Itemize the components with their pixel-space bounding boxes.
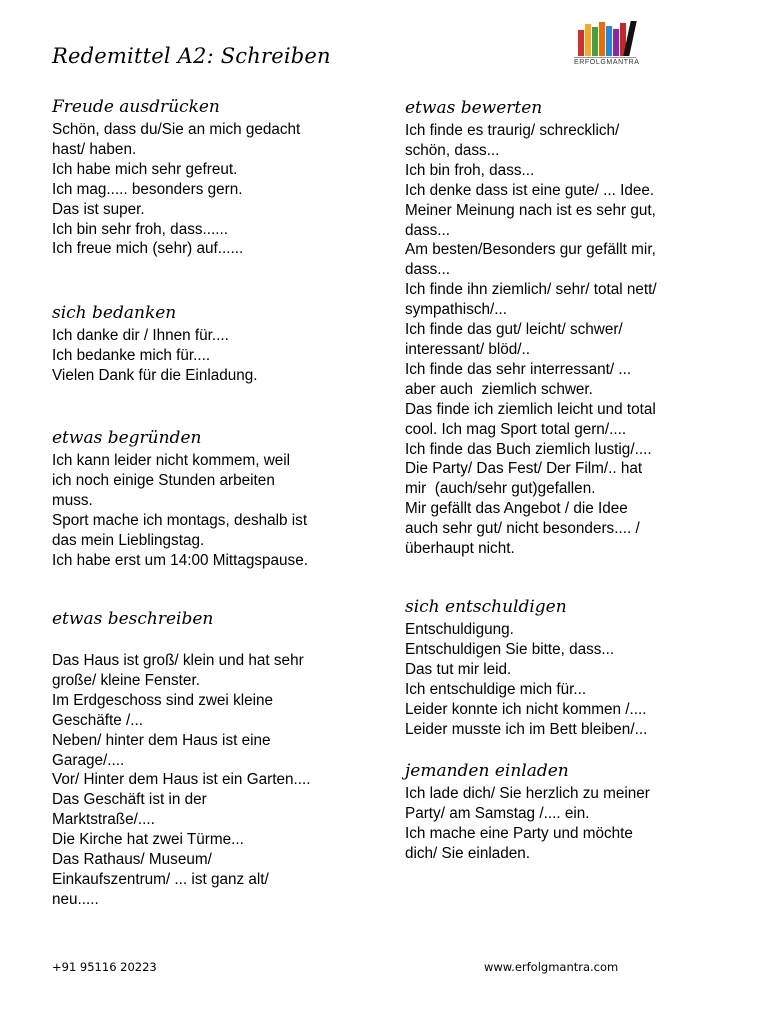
text-line: muss. <box>52 491 93 509</box>
text-line: Ich finde das Buch ziemlich lustig/.... <box>405 440 652 458</box>
footer-phone: +91 95116 20223 <box>52 960 157 974</box>
text-line: Meiner Meinung nach ist es sehr gut, <box>405 201 656 219</box>
text-line: aber auch ziemlich schwer. <box>405 380 593 398</box>
text-line: Das Haus ist groß/ klein und hat sehr <box>52 652 304 669</box>
books-logo-icon <box>574 18 636 56</box>
section-lines <box>405 784 735 864</box>
text-line: Ich bedanke mich für.... <box>52 346 211 364</box>
section-heading: sich entschuldigen <box>405 597 567 617</box>
text-line: Das Geschäft ist in der <box>52 791 207 809</box>
page-title: Redemittel A2: Schreiben <box>52 44 331 68</box>
logo-bar <box>599 22 605 56</box>
text-line: Die Party/ Das Fest/ Der Film/.. hat <box>405 460 643 478</box>
section-heading: etwas beschreiben <box>52 609 214 629</box>
text-line: das mein Lieblingstag. <box>52 531 205 549</box>
text-line: überhaupt nicht. <box>405 540 515 558</box>
section-lines <box>52 451 382 570</box>
logo-bar <box>613 29 619 56</box>
text-line: auch sehr gut/ nicht besonders.... / <box>405 520 640 538</box>
text-line: Geschäfte /... <box>52 711 143 729</box>
text-line: dass... <box>405 221 451 239</box>
text-line: Leider konnte ich nicht kommen /.... <box>405 700 647 718</box>
text-line: Ich mag..... besonders gern. <box>52 180 243 198</box>
section-lines <box>52 651 382 910</box>
text-line: Das Rathaus/ Museum/ <box>52 851 212 869</box>
text-line: Marktstraße/.... <box>52 811 155 829</box>
text-line: Ich denke dass ist eine gute/ ... Idee. <box>405 181 655 199</box>
text-line: neu..... <box>52 890 99 908</box>
spacer <box>52 632 382 651</box>
text-line: Einkaufszentrum/ ... ist ganz alt/ <box>52 870 269 888</box>
text-line: Am besten/Besonders gur gefällt mir, <box>405 241 656 259</box>
erfolgmantra-logo <box>574 18 640 68</box>
text-line: Neben/ hinter dem Haus ist eine <box>52 731 271 749</box>
section-etwas-bewerten <box>405 98 735 559</box>
text-line: Im Erdgeschoss sind zwei kleine <box>52 691 274 709</box>
text-line: dich/ Sie einladen. <box>405 844 531 862</box>
text-line: ich noch einige Stunden arbeiten <box>52 471 275 489</box>
section-heading: etwas bewerten <box>405 98 543 118</box>
text-line: Vor/ Hinter dem Haus ist ein Garten.... <box>52 771 311 789</box>
section-freude-ausdruecken <box>52 97 382 259</box>
section-lines <box>52 120 382 259</box>
section-lines <box>52 326 382 386</box>
footer-website[interactable]: www.erfolgmantra.com <box>484 960 619 974</box>
logo-bar <box>578 30 584 56</box>
text-line: Das tut mir leid. <box>405 660 512 678</box>
section-etwas-beschreiben <box>52 609 382 910</box>
text-line: Ich habe mich sehr gefreut. <box>52 160 238 178</box>
text-line: Ich danke dir / Ihnen für.... <box>52 327 229 344</box>
section-heading: sich bedanken <box>52 303 177 323</box>
text-line: mir (auch/sehr gut)gefallen. <box>405 480 596 498</box>
text-line: Das ist super. <box>52 200 145 218</box>
text-line: Leider musste ich im Bett bleiben/... <box>405 720 648 738</box>
section-heading: etwas begründen <box>52 428 202 448</box>
text-line: Ich habe erst um 14:00 Mittagspause. <box>52 551 308 569</box>
text-line: hast/ haben. <box>52 140 137 158</box>
section-sich-bedanken <box>52 303 382 386</box>
text-line: sympathisch/... <box>405 301 508 319</box>
text-line: Ich bin sehr froh, dass...... <box>52 220 228 238</box>
text-line: Sport mache ich montags, deshalb ist <box>52 511 308 529</box>
text-line: große/ kleine Fenster. <box>52 671 200 689</box>
text-line: Garage/.... <box>52 751 125 769</box>
text-line: Ich lade dich/ Sie herzlich zu meiner <box>405 785 650 802</box>
text-line: Schön, dass du/Sie an mich gedacht <box>52 121 301 138</box>
section-jemanden-einladen <box>405 761 735 864</box>
text-line: Party/ am Samstag /.... ein. <box>405 804 590 822</box>
section-sich-entschuldigen <box>405 597 735 739</box>
text-line: Entschuldigen Sie bitte, dass... <box>405 640 615 658</box>
text-line: dass... <box>405 261 451 279</box>
section-etwas-begruenden <box>52 428 382 570</box>
section-heading: Freude ausdrücken <box>52 97 220 117</box>
text-line: Entschuldigung. <box>405 621 514 638</box>
text-line: schön, dass... <box>405 141 500 159</box>
text-line: Ich kann leider nicht kommem, weil <box>52 452 291 469</box>
text-line: cool. Ich mag Sport total gern/.... <box>405 420 627 438</box>
text-line: Ich finde es traurig/ schrecklich/ <box>405 122 620 139</box>
text-line: Die Kirche hat zwei Türme... <box>52 831 244 849</box>
logo-bar <box>606 26 612 56</box>
text-line: Vielen Dank für die Einladung. <box>52 366 258 384</box>
section-heading: jemanden einladen <box>405 761 569 781</box>
text-line: Ich freue mich (sehr) auf...... <box>52 240 244 258</box>
section-lines <box>405 620 735 739</box>
logo-bar <box>592 27 598 56</box>
text-line: Ich entschuldige mich für... <box>405 680 587 698</box>
text-line: Ich finde ihn ziemlich/ sehr/ total nett/ <box>405 281 657 299</box>
text-line: interessant/ blöd/.. <box>405 340 530 358</box>
text-line: Das finde ich ziemlich leicht und total <box>405 400 656 418</box>
text-line: Ich finde das gut/ leicht/ schwer/ <box>405 321 623 339</box>
logo-text: ERFOLGMANTRA <box>574 59 640 66</box>
text-line: Mir gefällt das Angebot / die Idee <box>405 500 628 518</box>
text-line: Ich mache eine Party und möchte <box>405 824 633 842</box>
logo-bar <box>585 24 591 56</box>
section-lines <box>405 121 735 559</box>
text-line: Ich bin froh, dass... <box>405 161 535 179</box>
text-line: Ich finde das sehr interressant/ ... <box>405 360 632 378</box>
